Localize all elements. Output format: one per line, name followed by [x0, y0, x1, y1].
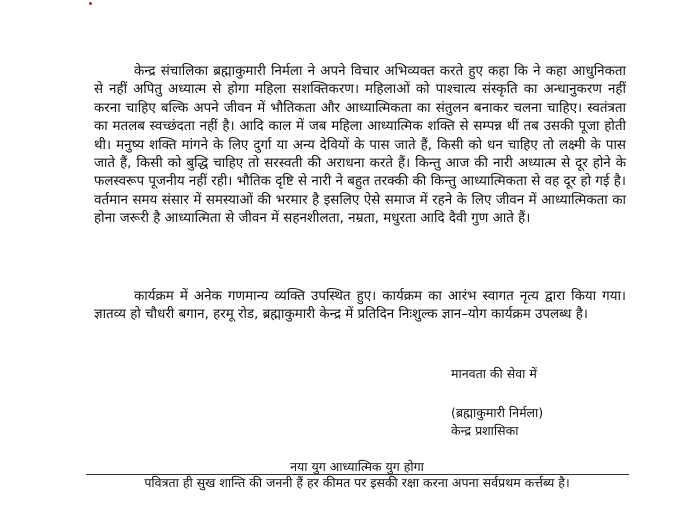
body-paragraph-2: कार्यक्रम में अनेक गणमान्य व्यक्ति उपस्थित हुए। कार्यक्रम का आरंभ स्वागत नृत्य द्वारा किया गया। ज्ञातव्य हो चौधरी बगान, हरमू रोड, ब्रह्माकुमारी केन्द्र में प्रतिदिन निःशुल्क ज्ञान–योग कार्यक्रम उपलब्ध है।	[94, 289, 626, 323]
closing-salutation: मानवता की सेवा में	[451, 366, 537, 381]
footer-heading: नया युग आध्यात्मिक युग होगा	[290, 459, 424, 474]
footer-motto: पवित्रता ही सुख शान्ति की जननी हैं हर कीमत पर इसकी रक्षा करना अपना सर्वप्रथम कर्त्तब्य है।	[144, 475, 570, 490]
signature-name: (ब्रह्माकुमारी निर्मला)	[451, 405, 544, 420]
signature-title: केन्द्र प्रशासिका	[451, 423, 519, 438]
body-paragraph-1: केन्द्र संचालिका ब्रह्माकुमारी निर्मला ने अपने विचार अभिव्यक्त करते हुए कहा कि ने कहा आधुनिकता से नहीं अपितु अध्यात्म से होगा महिला सशक्तिकरण। महिलाओं को पाश्चात्य संस्कृति का अन्धानुकरण नहीं करना चाहिए बल्कि अपने जीवन में भौतिकता और आध्यात्मिकता का संतुलन बनाकर चलना चाहिए। स्वतंत्रता का मतलब स्वच्छंदता नहीं है। आदि काल में जब महिला आध्यात्मिक शक्ति से सम्पन्न थीं तब उसकी पूजा होती थी। मनुष्य शक्ति मांगने के लिए दुर्गा या अन्य देवियों के पास जाते हैं, किसी को धन चाहिए तो लक्ष्मी के पास जाते हैं, किसी को बुद्धि चाहिए तो सरस्वती की अराधना करते हैं। किन्तु आज की नारी अध्यात्म से दूर होने के फलस्वरूप पूजनीय नहीं रही। भौतिक दृष्टि से नारी ने बहुत तरक्की की किन्तु आध्यात्मिकता से वह दूर हो गई है। वर्तमान समय संसार में समस्याओं की भरमार है इसलिए ऐसे समाज में रहने के लिए जीवन में आध्यात्मिकता का होना जरूरी है आध्यात्मिता से जीवन में सहनशीलता, नम्रता, मधुरता आदि दैवी गुण आते हैं।	[94, 64, 626, 227]
red-dot-mark	[89, 2, 92, 5]
